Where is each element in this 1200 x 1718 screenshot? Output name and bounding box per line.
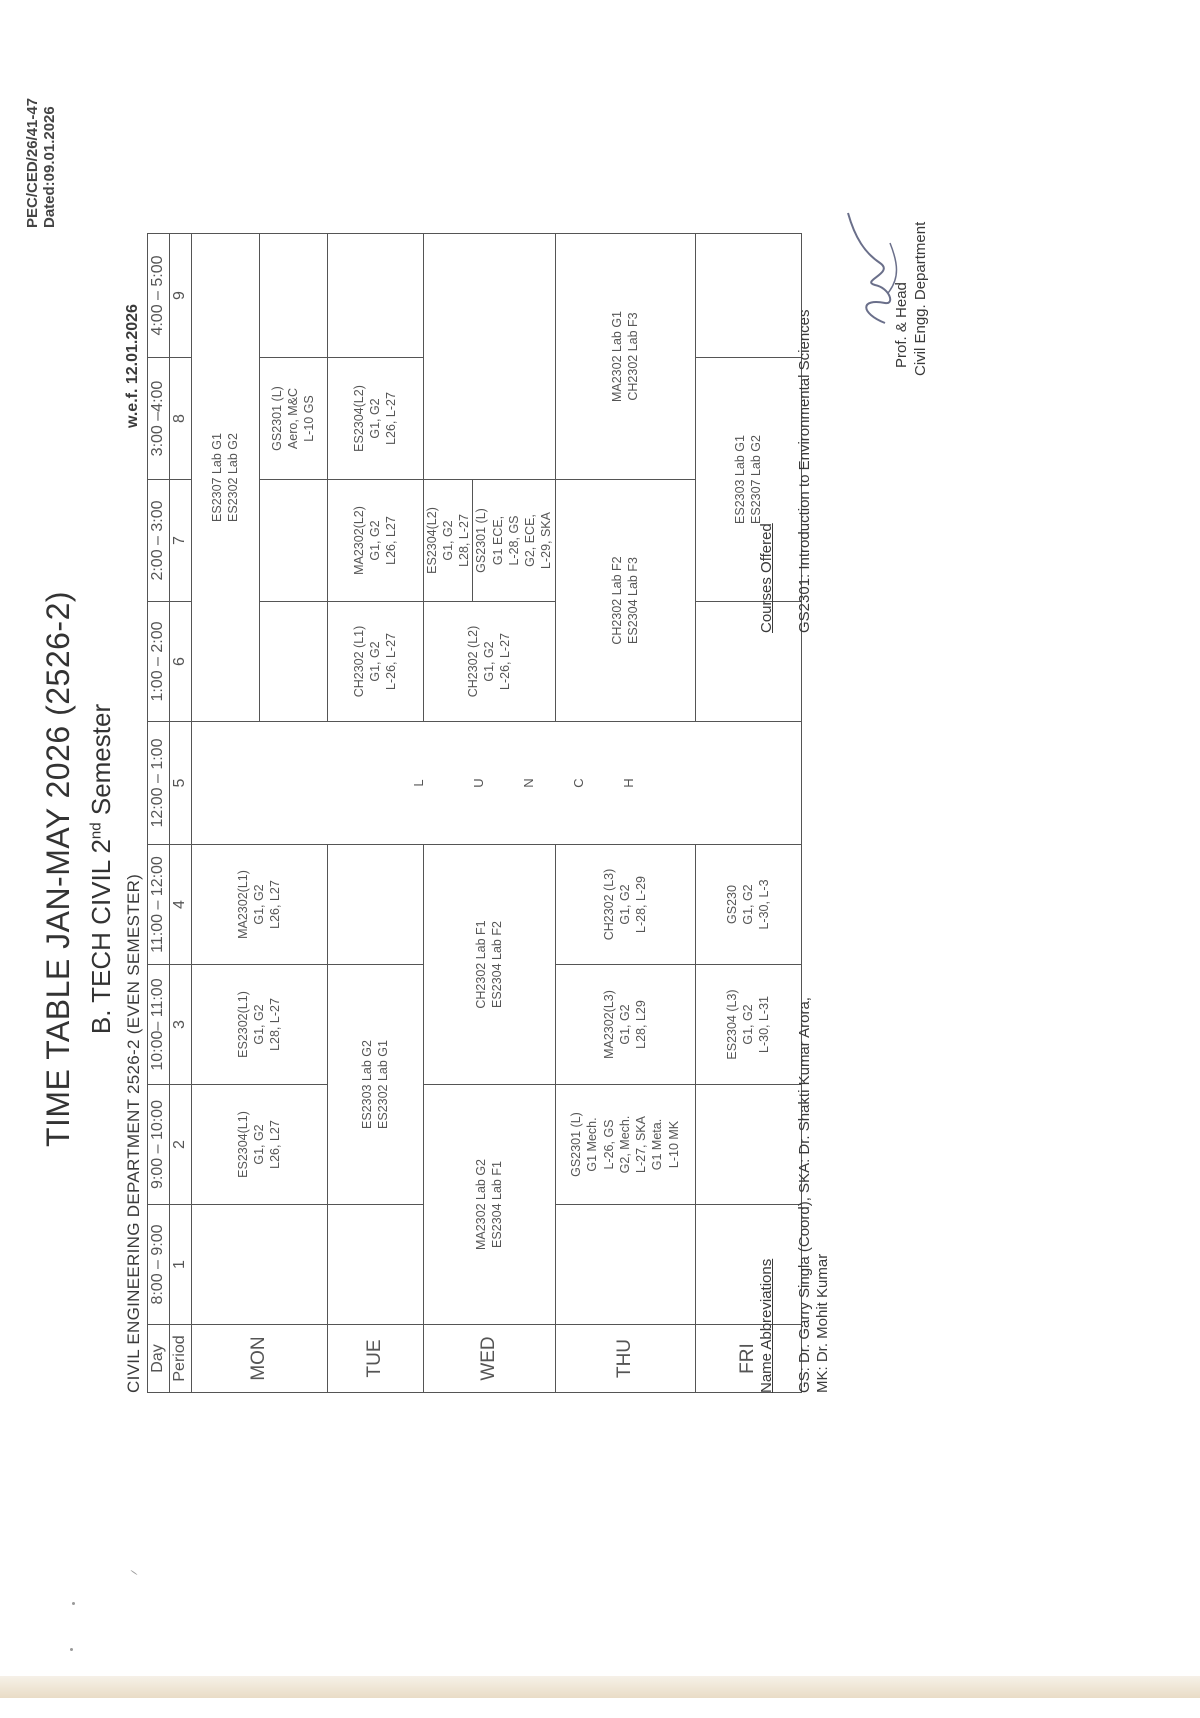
day-tue: TUE [327, 1325, 423, 1393]
lab-cell: ES2303 Lab G2 ES2302 Lab G1 [327, 965, 423, 1205]
period-number: 4 [169, 845, 191, 965]
period-row [169, 234, 191, 1393]
period-number: 5 [169, 722, 191, 845]
class-cell: MA2302(L1) G1, G2 L26, L27 [191, 845, 327, 965]
period-number: 8 [169, 358, 191, 480]
class-cell: GS2301 (L) G1 ECE, L-28, GS G2, ECE, L-29, SKA [473, 480, 555, 602]
lunch-letter: N [521, 778, 537, 788]
class-cell: GS230 G1, G2 L-30, L-3 [695, 845, 801, 965]
lunch-letter: H [621, 778, 637, 788]
period-number: 3 [169, 965, 191, 1085]
class-cell: GS2301 (L) G1 Mech. L-26, GS G2, Mech. L-27, SKA G1 Meta. L-10 MK [555, 1085, 695, 1205]
time-slot: 8:00 – 9:00 [148, 1205, 170, 1325]
class-cell: CH2302 (L1) G1, G2 L-26, L-27 [327, 602, 423, 722]
class-cell [259, 234, 327, 358]
lab-cell: CH2302 Lab F2 ES2304 Lab F3 [555, 480, 695, 722]
abbreviations-heading: Name Abbreviations [758, 1258, 775, 1393]
period-number: 1 [169, 1205, 191, 1325]
day-label: Day [148, 1325, 170, 1393]
class-cell: CH2302 (L3) G1, G2 L-28, L-29 [555, 845, 695, 965]
lunch-column [191, 722, 801, 845]
lab-cell: ES2303 Lab G1 ES2307 Lab G2 [695, 358, 801, 602]
department-line: CIVIL ENGINEERING DEPARTMENT 2526-2 (EVEN SEMESTER) [124, 873, 143, 1393]
effective-date: w.e.f. 12.01.2026 [124, 304, 141, 428]
class-cell [423, 234, 555, 480]
abbreviations-line: GS: Dr. Garry Singla (Coord), SKA: Dr. Shakti Kumar Arora, [796, 997, 813, 1393]
period-number: 7 [169, 480, 191, 602]
period-number: 6 [169, 602, 191, 722]
class-cell [327, 1205, 423, 1325]
class-cell: MA2302(L2) G1, G2 L26, L27 [327, 480, 423, 602]
class-cell [695, 602, 801, 722]
courses-heading: Courses Offered [758, 523, 775, 633]
page-title: TIME TABLE JAN-MAY 2026 (2526-2) [40, 590, 76, 1148]
time-slot: 4:00 – 5:00 [148, 234, 170, 358]
day-mon: MON [191, 1325, 327, 1393]
period-number: 9 [169, 234, 191, 358]
class-cell: ES2304(L2) G1, G2 L26, L-27 [327, 358, 423, 480]
class-cell [327, 234, 423, 358]
class-cell: ES2304(L1) G1, G2 L26, L27 [191, 1085, 327, 1205]
class-cell [259, 602, 327, 722]
time-row [148, 234, 170, 1393]
day-row-mon [191, 234, 259, 1393]
period-label: Period [169, 1325, 191, 1393]
abbreviations-line: MK: Dr. Mohit Kumar [814, 1253, 831, 1393]
lab-cell: MA2302 Lab G2 ES2304 Lab F1 [423, 1085, 555, 1325]
class-cell [695, 1205, 801, 1325]
class-cell: MA2302(L3) G1, G2 L28, L29 [555, 965, 695, 1085]
time-slot: 1:00 – 2:00 [148, 602, 170, 722]
lunch-letter: U [471, 778, 487, 788]
class-cell: ES2304 (L3) G1, G2 L-30, L-31 [695, 965, 801, 1085]
lab-cell: ES2307 Lab G1 ES2302 Lab G2 [191, 234, 259, 722]
time-slot: 11:00 – 12:00 [148, 845, 170, 965]
class-cell: ES2304(L2) G1, G2 L28, L-27 [423, 480, 473, 602]
page-subtitle: B. TECH CIVIL 2nd Semester [86, 703, 116, 1035]
course-line: GS2301: Introduction to Environmental Sciences [796, 309, 813, 633]
class-cell [695, 1085, 801, 1205]
class-cell: GS2301 (L) Aero, M&C L-10 GS [259, 358, 327, 480]
class-cell: CH2302 (L2) G1, G2 L-26, L-27 [423, 602, 555, 722]
timetable [147, 233, 802, 1393]
lab-cell: MA2302 Lab G1 CH2302 Lab F3 [555, 234, 695, 480]
day-fri: FRI [695, 1325, 801, 1393]
lunch-letter: C [571, 778, 587, 788]
class-cell [695, 234, 801, 358]
day-thu: THU [555, 1325, 695, 1393]
time-slot: 9:00 – 10:00 [148, 1085, 170, 1205]
lunch-letter: L [411, 779, 427, 787]
lab-cell: CH2302 Lab F1 ES2304 Lab F2 [423, 845, 555, 1085]
lunch-letters [216, 722, 776, 844]
signatory-department: Civil Engg. Department [912, 221, 929, 376]
time-slot: 12:00 – 1:00 [148, 722, 170, 845]
period-number: 2 [169, 1085, 191, 1205]
day-wed: WED [423, 1325, 555, 1393]
time-slot: 10:00– 11:00 [148, 965, 170, 1085]
class-cell [259, 480, 327, 602]
signatory-title: Prof. & Head [893, 282, 910, 368]
time-slot: 3:00 –4:00 [148, 358, 170, 480]
reference-number: PEC/CED/26/41-47 Dated:09.01.2026 [24, 97, 58, 228]
time-slot: 2:00 – 3:00 [148, 480, 170, 602]
class-cell: ES2302(L1) G1, G2 L28, L-27 [191, 965, 327, 1085]
class-cell [327, 845, 423, 965]
class-cell [555, 1205, 695, 1325]
class-cell [191, 1205, 327, 1325]
